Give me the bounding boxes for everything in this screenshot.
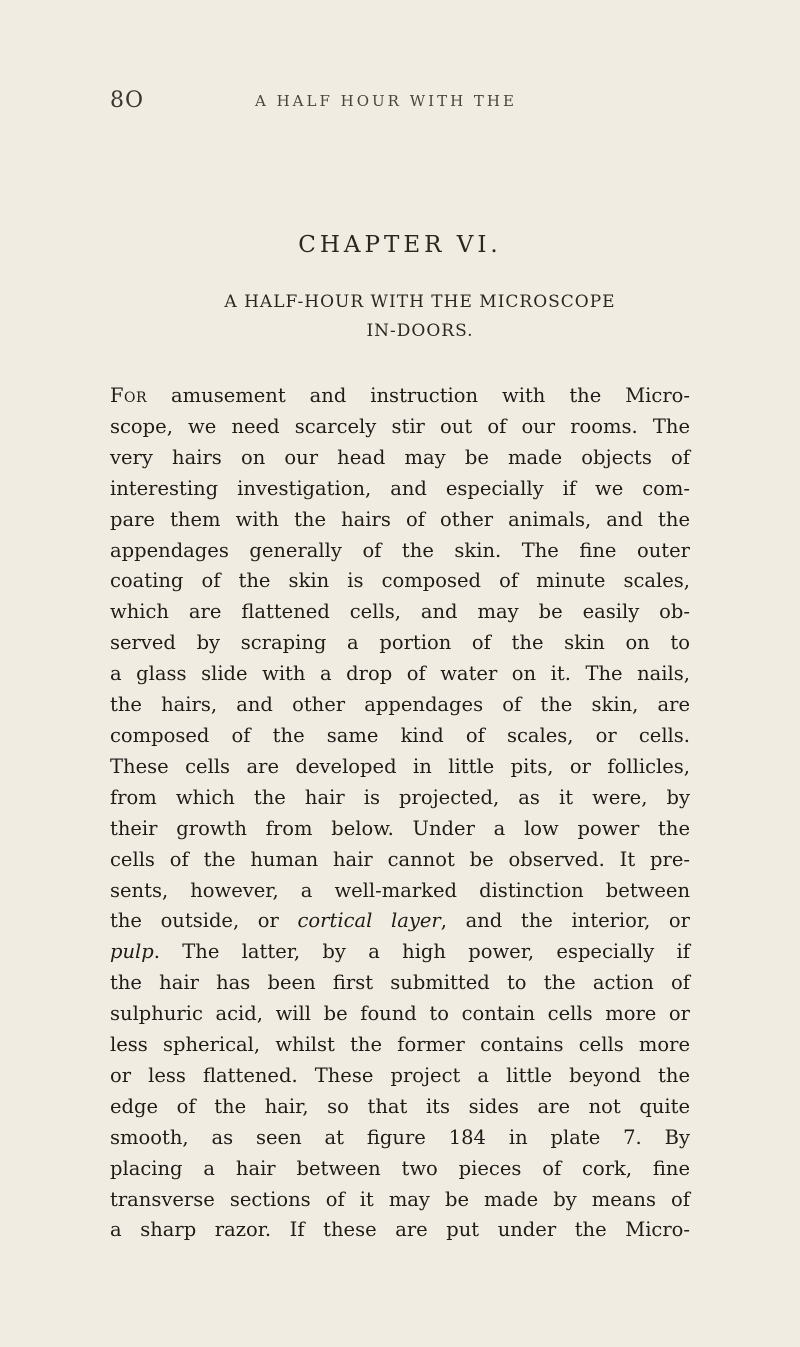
text-line: a sharp razor. If these are put under the Micro- [110, 1218, 690, 1242]
text-line: appendages generally of the skin. The fine outer [110, 538, 690, 562]
text-line: very hairs on our head may be made objects of [110, 445, 690, 469]
chapter-subtitle-line-2: IN-DOORS. [366, 321, 474, 341]
text-line: transverse sections of it may be made by means of [110, 1187, 690, 1211]
text-line: sents, however, a well-marked distinction between [110, 878, 690, 902]
italic-term-pulp: pulp [110, 940, 154, 964]
chapter-subtitle-line-1: A HALF-HOUR WITH THE MICROSCOPE [224, 292, 616, 312]
chapter-heading: CHAPTER VI. [298, 232, 502, 258]
text-line: the hairs, and other appendages of the skin, are [110, 693, 690, 717]
text-line: served by scraping a portion of the skin on to [110, 631, 690, 655]
body-paragraph [110, 381, 690, 1246]
text-fragment: the outside, or [110, 909, 298, 933]
text-line: scope, we need scarcely stir out of our rooms. The [110, 414, 690, 438]
running-title: A HALF HOUR WITH THE [255, 92, 517, 110]
text-line: or less flattened. These project a little beyond the [110, 1063, 690, 1087]
running-head [110, 88, 680, 114]
text-line: smooth, as seen at figure 184 in plate 7. By [110, 1125, 690, 1149]
text-line: placing a hair between two pieces of cork, fine [110, 1156, 690, 1180]
text-line [110, 906, 690, 937]
text-line: coating of the skin is composed of minute scales, [110, 569, 690, 593]
text-line [110, 381, 690, 412]
text-line: their growth from below. Under a low power the [110, 816, 690, 840]
text-line: the hair has been first submitted to the action of [110, 971, 690, 995]
text-fragment: , and the interior, or [440, 909, 690, 933]
text-line: pare them with the hairs of other animals, and the [110, 507, 690, 531]
text-line-content: amusement and instruction with the Micro- [147, 384, 690, 407]
chapter-subtitle [160, 288, 680, 346]
text-line: a glass slide with a drop of water on it. The nails, [110, 662, 690, 686]
text-line: edge of the hair, so that its sides are not quite [110, 1094, 690, 1118]
italic-term-cortical-layer: cortical layer [297, 909, 441, 933]
text-line: composed of the same kind of scales, or cells. [110, 723, 690, 747]
text-fragment: . The latter, by a high power, especially if [153, 940, 690, 964]
text-line: sulphuric acid, will be found to contain cells more or [110, 1002, 690, 1026]
text-line: less spherical, whilst the former contains cells more [110, 1033, 690, 1057]
lead-word: For [110, 384, 148, 407]
text-line: interesting investigation, and especially if we com- [110, 476, 690, 500]
text-line: These cells are developed in little pits, or follicles, [110, 754, 690, 778]
text-line: which are flattened cells, and may be easily ob- [110, 600, 690, 624]
page-number: 8O [110, 88, 145, 113]
text-line: from which the hair is projected, as it were, by [110, 785, 690, 809]
text-line [110, 937, 690, 968]
text-line: cells of the human hair cannot be observed. It pre- [110, 847, 690, 871]
